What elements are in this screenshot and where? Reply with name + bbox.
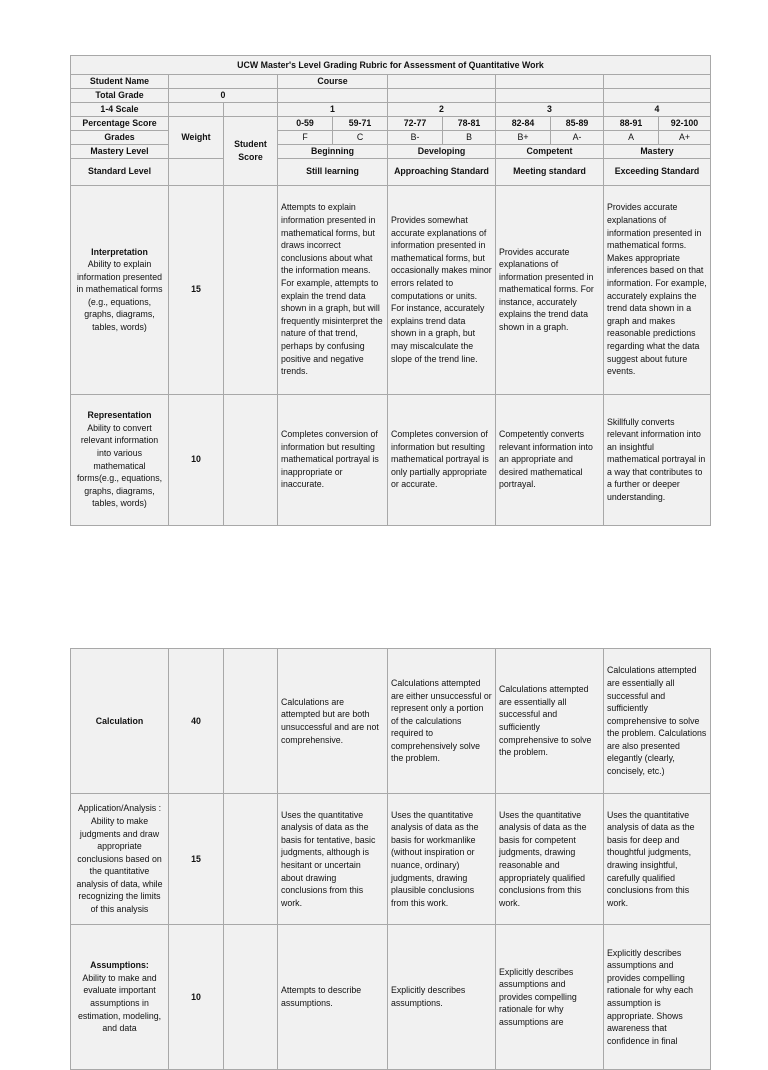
grade-letter: C [333, 131, 388, 145]
criterion-cell [71, 925, 169, 1070]
course-cell-3 [604, 75, 711, 89]
criterion-row-assumptions [71, 925, 711, 1070]
standard-level: Still learning [278, 158, 388, 185]
grade-letter: F [278, 131, 333, 145]
grade-letter: A- [551, 131, 604, 145]
level-descriptor: Attempts to explain information presented in mathematical forms, but draws incorrect conclusions about what the information means. For example, attempts to explain the trend data shown in a graph, but will frequently misinterpret the nature of that trend, perhaps by confusing positive and negative trends. [278, 185, 388, 394]
standard-level: Meeting standard [496, 158, 604, 185]
criterion-cell [71, 794, 169, 925]
level-descriptor: Uses the quantitative analysis of data as the basis for workmanlike (without inspiration or nuance, ordinary) judgments, drawing plausible conclusions from this work. [388, 794, 496, 925]
total-grade-label: Total Grade [71, 89, 169, 103]
criterion-description: Ability to convert relevant information into various mathematical forms(e.g., equations, graphs, diagrams, tables, words) [76, 422, 163, 509]
criterion-name: Assumptions: [90, 960, 149, 971]
course-cell-1[interactable] [388, 75, 496, 89]
criterion-name: Representation [87, 410, 152, 421]
grade-letter: A+ [659, 131, 711, 145]
grades-label: Grades [71, 131, 169, 145]
blank-cell [496, 89, 604, 103]
blank-cell [388, 89, 496, 103]
percentage-range: 85-89 [551, 117, 604, 131]
student-score-cell[interactable] [224, 185, 278, 394]
student-score-header: Student Score [224, 117, 278, 186]
percentage-range: 59-71 [333, 117, 388, 131]
level-descriptor: Calculations attempted are either unsuccessful or represent only a portion of the calculations required to comprehensively solve the problem. [388, 649, 496, 794]
student-name-label: Student Name [71, 75, 169, 89]
blank-cell [604, 89, 711, 103]
level-descriptor: Calculations attempted are essentially all successful and sufficiently comprehensive to solve the problem. [496, 649, 604, 794]
criterion-weight: 15 [169, 185, 224, 394]
percentage-range: 72-77 [388, 117, 443, 131]
level-descriptor: Provides accurate explanations of information presented in mathematical forms. For instance, accurately explains the trend data shown in a graph. [496, 185, 604, 394]
standard-level: Approaching Standard [388, 158, 496, 185]
criterion-row-application-analysis [71, 794, 711, 925]
criterion-description: Application/Analysis : Ability to make judgments and draw appropriate conclusions based on the quantitative analysis of data, while recognizing the limits of this analysis [76, 803, 163, 915]
scale-label: 1-4 Scale [71, 103, 169, 117]
blank-cell [169, 158, 224, 185]
level-descriptor: Provides somewhat accurate explanations of information presented in mathematical forms, but occasionally makes minor errors related to computations or units. For instance, accurately explains trend data shown in a graph, but may miscalculate the slope of the trend line. [388, 185, 496, 394]
percentage-range: 0-59 [278, 117, 333, 131]
percentage-range: 92-100 [659, 117, 711, 131]
percentage-range: 78-81 [443, 117, 496, 131]
criterion-cell [71, 185, 169, 394]
blank-cell [169, 103, 224, 117]
mastery-label: Mastery Level [71, 144, 169, 158]
level-descriptor: Explicitly describes assumptions and provides compelling rationale for why each assumption is appropriate. Shows awareness that confidence in final [604, 925, 711, 1070]
percentage-range: 88-91 [604, 117, 659, 131]
level-descriptor: Completes conversion of information but resulting mathematical portrayal is inappropriate or inaccurate. [278, 394, 388, 525]
scale-1: 1 [278, 103, 388, 117]
criterion-row-calculation [71, 649, 711, 794]
level-descriptor: Explicitly describes assumptions and provides compelling rationale for why assumptions are [496, 925, 604, 1070]
level-descriptor: Calculations attempted are essentially all successful and sufficiently comprehensive to solve the problem. Calculations are also presented elegantly (clearly, concisely, etc.) [604, 649, 711, 794]
criterion-row-representation [71, 394, 711, 525]
level-descriptor: Completes conversion of information but resulting mathematical portrayal is only partially appropriate or accurate. [388, 394, 496, 525]
percentage-label: Percentage Score [71, 117, 169, 131]
student-name-cell[interactable] [169, 75, 278, 89]
criterion-description: Ability to explain information presented in mathematical forms (e.g., equations, graphs, diagrams, tables, words) [76, 259, 163, 333]
mastery-level: Beginning [278, 144, 388, 158]
criterion-name: Calculation [95, 715, 144, 726]
level-descriptor: Provides accurate explanations of information presented in mathematical forms. Makes appropriate inferences based on that information. For example, accurately explains the trend data shown in a graph and makes reasonable predictions regarding what the data suggest about future events. [604, 185, 711, 394]
grade-letter: B [443, 131, 496, 145]
criterion-weight: 10 [169, 394, 224, 525]
criterion-name: Interpretation [91, 246, 148, 257]
course-label: Course [278, 75, 388, 89]
grade-letter: B+ [496, 131, 551, 145]
criterion-weight: 40 [169, 649, 224, 794]
weight-header: Weight [169, 117, 224, 159]
total-grade-value: 0 [169, 89, 278, 103]
level-descriptor: Calculations are attempted but are both unsuccessful and are not comprehensive. [278, 649, 388, 794]
grade-letter: A [604, 131, 659, 145]
blank-cell [224, 103, 278, 117]
student-score-cell[interactable] [224, 649, 278, 794]
scale-4: 4 [604, 103, 711, 117]
student-score-cell[interactable] [224, 794, 278, 925]
level-descriptor: Uses the quantitative analysis of data as the basis for deep and thoughtful judgments, drawing insightful, carefully qualified conclusions from this work. [604, 794, 711, 925]
level-descriptor: Attempts to describe assumptions. [278, 925, 388, 1070]
criterion-row-interpretation [71, 185, 711, 394]
student-score-cell[interactable] [224, 925, 278, 1070]
level-descriptor: Skillfully converts relevant information into an insightful mathematical portrayal in a way that contributes to a further or deeper understanding. [604, 394, 711, 525]
level-descriptor: Explicitly describes assumptions. [388, 925, 496, 1070]
course-cell-2 [496, 75, 604, 89]
mastery-level: Mastery [604, 144, 711, 158]
criterion-description: Ability to make and evaluate important assumptions in estimation, modeling, and data [77, 972, 162, 1034]
grade-letter: B- [388, 131, 443, 145]
percentage-range: 82-84 [496, 117, 551, 131]
level-descriptor: Competently converts relevant information into an appropriate and desired mathematical portrayal. [496, 394, 604, 525]
mastery-level: Developing [388, 144, 496, 158]
level-descriptor: Uses the quantitative analysis of data as the basis for competent judgments, drawing reasonable and appropriately qualified conclusions from this work. [496, 794, 604, 925]
student-score-cell[interactable] [224, 394, 278, 525]
rubric-table-bottom [70, 648, 711, 1070]
rubric-title: UCW Master's Level Grading Rubric for Assessment of Quantitative Work [71, 56, 711, 75]
standard-label: Standard Level [71, 158, 169, 185]
criterion-cell [71, 649, 169, 794]
standard-level: Exceeding Standard [604, 158, 711, 185]
mastery-level: Competent [496, 144, 604, 158]
scale-3: 3 [496, 103, 604, 117]
criterion-cell [71, 394, 169, 525]
level-descriptor: Uses the quantitative analysis of data as the basis for tentative, basic judgments, although is hesitant or uncertain about drawing conclusions from this work. [278, 794, 388, 925]
criterion-weight: 15 [169, 794, 224, 925]
blank-cell [278, 89, 388, 103]
criterion-weight: 10 [169, 925, 224, 1070]
scale-2: 2 [388, 103, 496, 117]
rubric-table-top [70, 55, 711, 526]
